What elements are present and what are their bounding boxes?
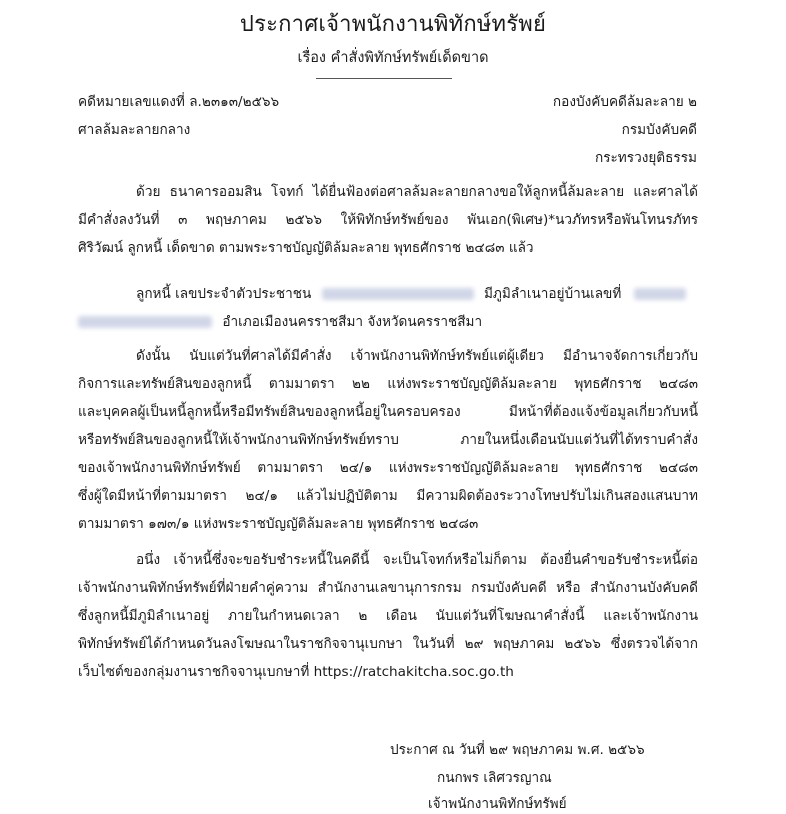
text-line: ด้วย ธนาคารออมสิน โจทก์ ได้ยื่นฟ้องต่อศาลล้มละลายกลางขอให้ลูกหนี้ล้มละลาย และศาลได้ xyxy=(136,184,698,200)
paragraph-powers xyxy=(78,342,698,538)
text-line: มีคำสั่งลงวันที่ ๓ พฤษภาคม ๒๕๖๖ ให้พิทักษ์ทรัพย์ของ พันเอก(พิเศษ)*นวภัทรหรือพันโทนรภัทร xyxy=(78,212,698,228)
text-line: และบุคคลผู้เป็นหนี้ลูกหนี้หรือมีทรัพย์สินของลูกหนี้อยู่ในครอบครอง มีหน้าที่ต้องแจ้งข้อมูลเกี่ยวกับหนี้ xyxy=(78,404,698,420)
office-name: กองบังคับคดีล้มละลาย ๒ xyxy=(552,94,697,110)
text-line: เจ้าพนักงานพิทักษ์ทรัพย์ที่ฝ่ายคำคู่ความ สำนักงานเลขานุการกรม กรมบังคับคดี หรือ สำนักงานบังคับคดี xyxy=(78,580,698,596)
announcement-title: ประกาศเจ้าพนักงานพิทักษ์ทรัพย์ xyxy=(239,12,547,37)
text-line: ดังนั้น นับแต่วันที่ศาลได้มีคำสั่ง เจ้าพนักงานพิทักษ์ทรัพย์แต่ผู้เดียว มีอำนาจจัดการเกี่ยวกับ xyxy=(136,348,698,364)
case-number: คดีหมายเลขแดงที่ ล.๒๓๑๓/๒๕๖๖ xyxy=(78,94,280,110)
redacted-house-number xyxy=(634,288,686,300)
text-line: พิทักษ์ทรัพย์ได้กำหนดวันลงโฆษณาในราชกิจจานุเบกษา ในวันที่ ๒๙ พฤษภาคม ๒๕๖๖ ซึ่งตรวจได้จาก xyxy=(78,636,698,652)
text-line: กิจการและทรัพย์สินของลูกหนี้ ตามมาตรา ๒๒ แห่งพระราชบัญญัติล้มละลาย พุทธศักราช ๒๔๘๓ xyxy=(78,376,698,392)
paragraph-complaint xyxy=(78,178,698,262)
text-line: เว็บไซต์ของกลุ่มงานราชกิจจานุเบกษาที่ https://ratchakitcha.soc.go.th xyxy=(78,664,514,680)
department-name: กรมบังคับคดี xyxy=(621,122,697,138)
redacted-id xyxy=(322,288,474,300)
text-line: ของเจ้าพนักงานพิทักษ์ทรัพย์ ตามมาตรา ๒๔/๑ แห่งพระราชบัญญัติล้มละลาย พุทธศักราช ๒๔๘๓ xyxy=(78,460,698,476)
text-line: ซึ่งลูกหนี้มีภูมิลำเนาอยู่ ภายในกำหนดเวลา ๒ เดือน นับแต่วันที่โฆษณาคำสั่งนี้ และเจ้าพนักงาน xyxy=(78,608,698,624)
text-fragment: ลูกหนี้ เลขประจำตัวประชาชน xyxy=(136,286,312,302)
text-fragment: อำเภอเมืองนครราชสีมา จังหวัดนครราชสีมา xyxy=(222,314,483,330)
redacted-address xyxy=(78,316,212,328)
signatory-position: เจ้าพนักงานพิทักษ์ทรัพย์ xyxy=(428,796,567,812)
text-line: อนึ่ง เจ้าหนี้ซึ่งจะขอรับชำระหนี้ในคดีนี้ จะเป็นโจทก์หรือไม่ก็ตาม ต้องยื่นคำขอรับชำระหนี้ต่อ xyxy=(136,552,698,568)
text-line: ตามมาตรา ๑๗๓/๑ แห่งพระราชบัญญัติล้มละลาย พุทธศักราช ๒๔๘๓ xyxy=(78,516,479,532)
title-divider xyxy=(316,78,452,79)
text-fragment: มีภูมิลำเนาอยู่บ้านเลขที่ xyxy=(483,286,622,302)
signatory-name: กนกพร เลิศวรญาณ xyxy=(437,770,552,786)
announcement-date: ประกาศ ณ วันที่ ๒๙ พฤษภาคม พ.ศ. ๒๕๖๖ xyxy=(390,742,645,758)
text-line: ศิริวัฒน์ ลูกหนี้ เด็ดขาด ตามพระราชบัญญัติล้มละลาย พุทธศักราช ๒๔๘๓ แล้ว xyxy=(78,240,534,256)
debtor-id-line xyxy=(136,282,686,304)
text-line: ซึ่งผู้ใดมีหน้าที่ตามมาตรา ๒๔/๑ แล้วไม่ปฏิบัติตาม มีความผิดต้องระวางโทษปรับไม่เกินสองแสนบาท xyxy=(78,488,698,504)
court-name: ศาลล้มละลายกลาง xyxy=(78,122,191,138)
text-line: หรือทรัพย์สินของลูกหนี้ให้เจ้าพนักงานพิทักษ์ทรัพย์ทราบ ภายในหนึ่งเดือนนับแต่วันที่ได้ทราบคำสั่ง xyxy=(78,432,698,448)
ministry-name: กระทรวงยุติธรรม xyxy=(594,150,697,166)
debtor-address-line xyxy=(78,310,482,332)
announcement-subject: เรื่อง คำสั่งพิทักษ์ทรัพย์เด็ดขาด xyxy=(297,50,489,66)
paragraph-creditors xyxy=(78,546,698,686)
